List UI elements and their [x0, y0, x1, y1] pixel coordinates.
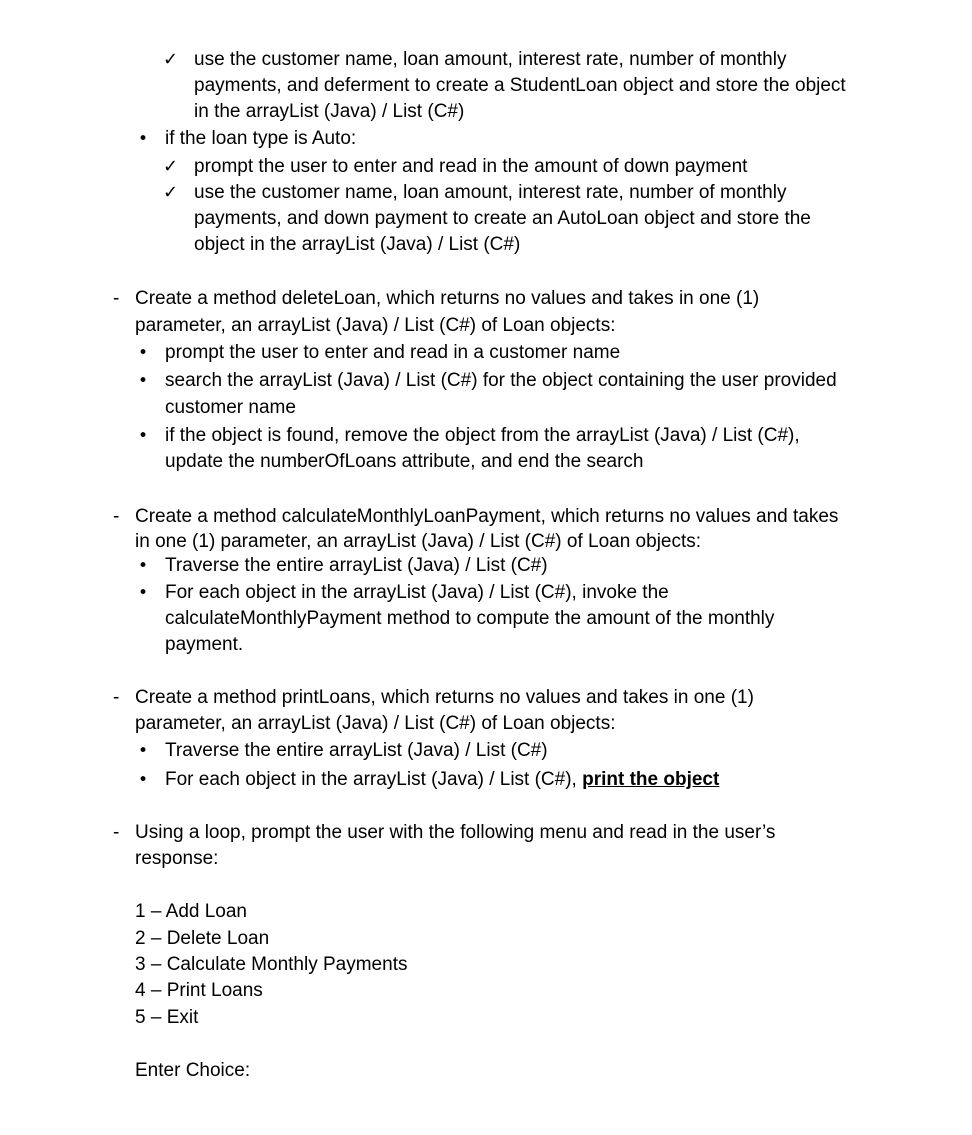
text-line: parameter, an arrayList (Java) / List (C#) of Loan objects: [135, 713, 616, 734]
menu-option: 5 – Exit [135, 1007, 199, 1028]
text-line: use the customer name, loan amount, interest rate, number of monthly [194, 49, 787, 70]
text-line: prompt the user to enter and read in a customer name [165, 342, 621, 363]
text-line: if the loan type is Auto: [165, 128, 357, 149]
bullet-icon: • [138, 741, 149, 761]
bullet-icon: • [138, 129, 149, 149]
text-line: Traverse the entire arrayList (Java) / List (C#) [165, 740, 548, 761]
text-line: response: [135, 848, 219, 869]
text-line: Create a method deleteLoan, which returns no values and takes in one (1) [135, 288, 760, 309]
menu-option: 3 – Calculate Monthly Payments [135, 954, 408, 975]
text-line: in one (1) parameter, an arrayList (Java) / List (C#) of Loan objects: [135, 531, 702, 552]
dash-marker: - [113, 288, 120, 309]
menu-option: 1 – Add Loan [135, 901, 247, 922]
checkmark-icon: ✓ [163, 182, 179, 203]
text-line: use the customer name, loan amount, interest rate, number of monthly [194, 182, 787, 203]
text-line: object in the arrayList (Java) / List (C#) [194, 234, 521, 255]
text-line: prompt the user to enter and read in the amount of down payment [194, 156, 748, 177]
bullet-icon: • [138, 770, 149, 790]
bullet-icon: • [138, 371, 149, 391]
bullet-icon: • [138, 426, 149, 446]
text-line: Using a loop, prompt the user with the following menu and read in the user’s [135, 822, 776, 843]
dash-marker: - [113, 687, 120, 708]
text-line: payments, and deferment to create a StudentLoan object and store the object [194, 75, 846, 96]
text-line: calculateMonthlyPayment method to compute the amount of the monthly [165, 608, 775, 629]
text-span: For each object in the arrayList (Java) / List (C#), [165, 769, 583, 790]
dash-marker: - [113, 506, 120, 527]
bullet-icon: • [138, 583, 149, 603]
bullet-icon: • [138, 556, 149, 576]
emphasis-text: print the object [582, 769, 720, 790]
checkmark-icon: ✓ [163, 49, 179, 70]
text-line: Create a method printLoans, which returns no values and takes in one (1) [135, 687, 754, 708]
text-line: For each object in the arrayList (Java) / List (C#), invoke the [165, 582, 669, 603]
menu-option: 2 – Delete Loan [135, 928, 270, 949]
text-line: if the object is found, remove the object from the arrayList (Java) / List (C#), [165, 425, 800, 446]
bullet-icon: • [138, 343, 149, 363]
text-line: Traverse the entire arrayList (Java) / List (C#) [165, 555, 548, 576]
text-line: update the numberOfLoans attribute, and end the search [165, 451, 644, 472]
text-line: Create a method calculateMonthlyLoanPayment, which returns no values and takes [135, 506, 839, 527]
text-line: payments, and down payment to create an AutoLoan object and store the [194, 208, 811, 229]
menu-option: 4 – Print Loans [135, 980, 263, 1001]
dash-marker: - [113, 822, 120, 843]
text-line: search the arrayList (Java) / List (C#) for the object containing the user provided [165, 370, 837, 391]
text-line [165, 767, 719, 793]
text-line: parameter, an arrayList (Java) / List (C#) of Loan objects: [135, 315, 616, 336]
menu-prompt: Enter Choice: [135, 1060, 251, 1081]
text-line: payment. [165, 634, 244, 655]
checkmark-icon: ✓ [163, 156, 179, 177]
text-line: customer name [165, 397, 296, 418]
text-line: in the arrayList (Java) / List (C#) [194, 101, 465, 122]
